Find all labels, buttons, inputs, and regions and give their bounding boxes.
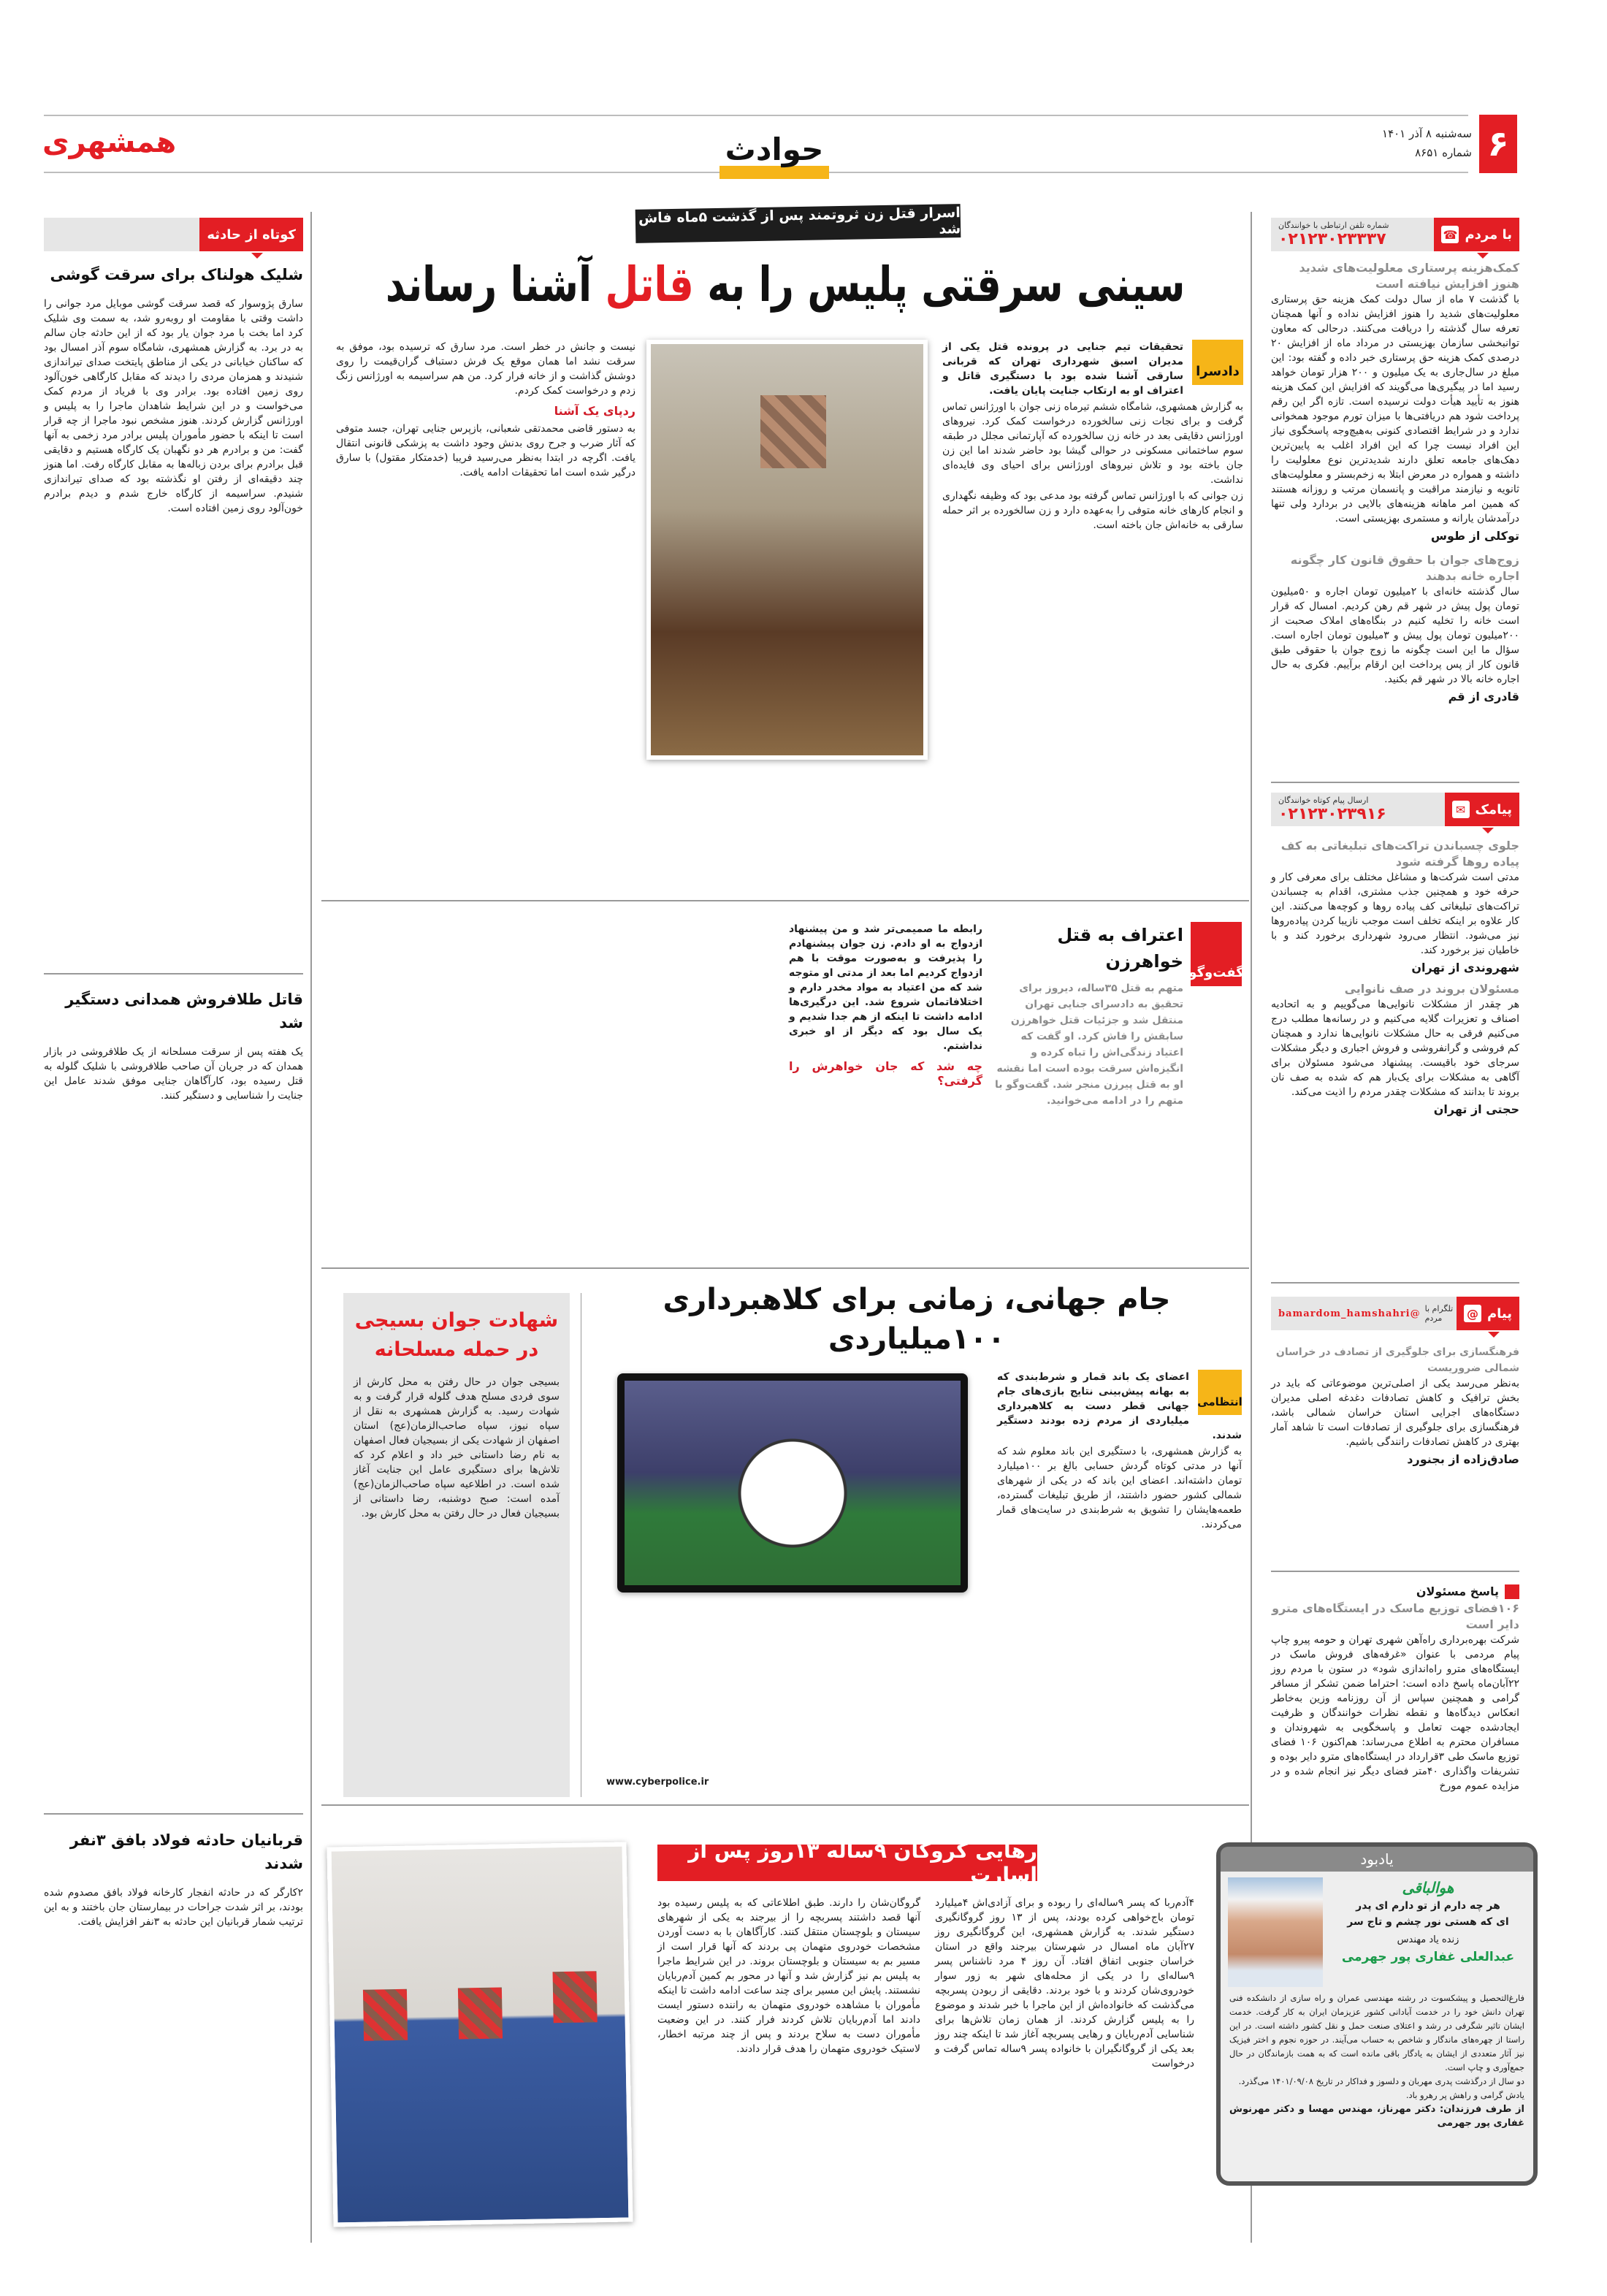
football-photo (617, 1373, 968, 1593)
hostage-body-col1: ۴آدم‌ربا که پسر ۹ساله‌ای را ربوده و برای آزادی‌اش ۴میلیارد تومان باج‌خواهی کرده بودند، پس از ۱۳ روز گروگانگیری دستگیر شدند. به گزارش همشهری، این گروگانگیری روز ۲۷آبان ماه امسال در شهرستان بیرجند واقع در استان خراسان جنوبی اتفاق افتاد. آن روز ۴ مرد ناشناس پسر ۹ساله‌ای را در یکی از محله‌های شهر به زور سوار خودروی‌شان کردند و با خود بردند. دقایقی از ربودن پسربچه می‌گذشت که خانواده‌اش از این ماجرا با خبر شدند و موضوع را به پلیس گزارش کردند. از همان زمان تلاش‌ها برای شناسایی آدم‌ربایان و رهایی پسربچه آغاز شد تا اینکه چند روز بعد یکی از گروگانگیران با خانواده پسر ۹ساله تماس گرفت و درخواست (935, 1897, 1194, 2070)
left-item-1 (44, 263, 303, 516)
people-item-body: سال گذشته خانه‌ای با ۲میلیون تومان اجاره و ۵۰میلیون تومان پول پیش در شهر قم رهن کردیم. امسال که قرار است خانه را تخلیه کنیم در بنگاه‌های املاک صحبت از ۲۰۰میلیون تومان پول پیش و ۳میلیون تومان اجاره است. سؤال ما این است چگونه ما زوج جوان با حقوقی طبق قانون کار از پس پرداخت این ارقام برآییم. فکری به حال اجاره خانه بالا در شهر قم بکنید. (1271, 586, 1519, 685)
response-item (1271, 1582, 1519, 1793)
sms-header: پیامک ✉ ارسال پیام کوتاه خوانندگان ۰۲۱۲۳۰۲۳۹۱۶ (1271, 793, 1519, 826)
memorial-photo (1228, 1877, 1323, 1987)
left-item-2 (44, 988, 303, 1103)
people-item-title: زوج‌های جوان با حقوق قانون کار چگونه اجاره خانه بدهند (1290, 553, 1519, 583)
memorial-title: یادبود (1221, 1847, 1533, 1872)
memorial-invocation: هوالباقی (1402, 1879, 1454, 1896)
blurred-face (458, 1987, 503, 2039)
sms-label: پیامک ✉ (1445, 793, 1519, 826)
people-item-body: با گذشت ۷ ماه از سال دولت کمک هزینه حق پرستاری معلولیت‌های شدید را هنوز افزایش نداده و آنها همچنان تعرفه سال گذشته را دریافت می‌کنند. درحالی که معاون توانبخشی سازمان بهزیستی در مرداد ماه از افزایش ۲۰ درصدی کمک هزینه حق پرستاری خبر داده و گفته بود: این مبلغ در سال‌جاری به یک میلیون و ۲۰۰ هزار تومان خواهد رسید اما در پیگیری‌ها می‌گویند که افزایش این کمک هزینه هنوز به تأیید هیأت دولت نرسیده است. تازه اگر این رقم پرداخت شود هم دریافتی‌ها با میزان تورم موجود همخوانی ندارد و در شرایط اقتصادی کنونی به‌هیچ‌وجه پاسخگوی نیاز این افراد نیست چرا که این افراد اغلب به پایین‌ترین دهک‌های جامعه تعلق دارند شدیدترین نوع معلولیت را داشته و همواره در معرض ابتلا به زخم‌بستر و معلولیت‌های ثانویه و نیازمند مراقبت و پانسمان مرتب و روزانه هستند که همین امر ماهانه هزینه‌های بالایی در بردارد ولی تنها درآمدشان یارانه و مستمری بهزیستی است. (1271, 294, 1519, 525)
memorial-verse: هر چه دارم از تو دارم ای پدر (1356, 1900, 1500, 1912)
main-lead: تحقیقات تیم جنایی در پرونده قتل یکی از مدیران اسبق شهرداری تهران که قربانی سارقی آشنا شده بود با دستگیری قاتل و اعتراف او به ارتکاب جنایت پایان یافت. (942, 341, 1183, 397)
sms-item-signature: شهروندی از تهران (1411, 961, 1519, 975)
divider (1271, 1282, 1519, 1284)
people-header: با مردم ☎ شماره تلفن ارتباطی با خوانندگان ۰۲۱۲۳۰۲۳۳۳۷ (1271, 218, 1519, 251)
short-news-label: کوتاه از حادثه (199, 218, 303, 251)
main-photo (646, 340, 928, 760)
left-headline-1: شلیک هولناک برای سرقت گوشی (50, 266, 303, 283)
hostage-body-col2: گروگان‌شان را دارند. طبق اطلاعاتی که به پلیس رسیده بود آنها قصد داشتند پسربچه را از بیرجند به یکی از شهرهای سیستان و بلوچستان منتقل کنند. کارآگاهان با به دست آوردن مشخصات خودروی متهمان پی بردند که آنها قرار است از مسیر بم به سیستان و بلوچستان بروند. در این شرایط ماجرا به پلیس بم نیز گزارش شد و آنها در محور بم کمین آدم‌ربایان نشستند. پایش این مسیر برای چند ساعت ادامه داشت تا اینکه مأموران با مشاهده خودروی متهمان به راننده دستور ایست دادند اما آدم‌ربایان تلاش کردند فرار کنند. در این وضعیت مأموران دست به سلاح بردند و پس از چند مرتبه اخطار، لاستیک خودروی متهمان را هدف قرار دادند. (657, 1897, 920, 2055)
left-body-2: یک هفته پس از سرقت مسلحانه از یک طلافروشی در بازار همدان که در جریان آن صاحب طلافروشی با شلیک گلوله به قتل رسیده بود، کارآگاهان جنایی موفق شدند عامل این جنایت را شناسایی و دستگیر کنند. (44, 1046, 303, 1102)
at-icon: @ (1464, 1305, 1481, 1322)
message-header: پیام @ تلگرام با مردم @bamardom_hamshahri (1271, 1297, 1519, 1330)
people-item-title: کمک‌هزینه پرستاری معلولیت‌های شدید هنوز افزایش نیافته است (1299, 261, 1519, 291)
memorial-box (1216, 1842, 1538, 2186)
sms-item-title: مسئولان بروند در صف نانوایی (1344, 982, 1519, 996)
people-label: با مردم ☎ (1434, 218, 1519, 251)
memorial-prefix: زنده یاد مهندس (1397, 1934, 1459, 1945)
sms-items (1271, 838, 1519, 1118)
blurred-face (760, 395, 826, 468)
left-column-divider (310, 212, 312, 2243)
interview-headline: اعتراف به قتل خواهرزن (1057, 925, 1183, 972)
message-item (1271, 1344, 1519, 1468)
main-body-col1: دادسرا تحقیقات تیم جنایی در پرونده قتل یکی از مدیران اسبق شهرداری تهران که قربانی سارقی آشنا شده بود با دستگیری قاتل و اعتراف او به ارتکاب جنایت پایان یافت. به گزارش همشهری، شامگاه ششم تیرماه زنی جوان با اورژانس تماس گرفت و برای نجات زنی سالخورده درخواست کمک کرد. نیروهای اورژانس دقایقی بعد در خانه زن سالخورده که آپارتمانی مجلل در طبقه سوم ساختمانی مسکونی در حوالی گیشا بود حاضر شدند اما این زن جان باخته بود و تلاش نیروهای اورژانس برای احیای وی فایده‌ای نداشت. زن جوانی که با اورژانس تماس گرفته بود مدعی بود که وظیفه نگهداری و انجام کارهای خانه متوفی را به‌عهده دارد و زن سالخورده بر اثر حمله سارقی به خانه‌اش جان باخته است. (942, 341, 1243, 531)
interview-question: چه شد که جان خواهرش را گرفتی؟ (789, 1059, 982, 1088)
memorial-anniversary: دو سال از درگذشت پدری مهربان و دلسوز و فداکار در تاریخ ۱۴۰۱/۰۹/۰۸ می‌گذرد. (1238, 2076, 1524, 2086)
message-title: فرهنگسازی برای جلوگیری از تصادف در خراسان شمالی ضروریست (1275, 1346, 1519, 1374)
divider (1271, 782, 1519, 783)
response-title: ۱۰۶فضای توزیع ماسک در ایستگاه‌های مترو دایر است (1272, 1601, 1519, 1631)
divider (321, 1267, 1249, 1269)
sms-item-signature: حجتی از تهران (1433, 1102, 1519, 1116)
tag-interview: گفت‌وگو (1191, 922, 1242, 986)
people-items (1271, 260, 1519, 706)
martyr-box (343, 1293, 570, 1797)
top-rule (44, 115, 1468, 116)
memorial-name: عبدالعلی غفاری پور جهرمی (1341, 1950, 1515, 1964)
divider (1271, 1571, 1519, 1572)
hostage-headline: رهایی گروگان ۹ساله ۱۳روز پس از اسارت (657, 1845, 1037, 1881)
left-item-3 (44, 1828, 303, 1929)
football-lead: اعضای یک باند قمار و شرط‌بندی که به بهانه پیش‌بینی نتایج بازی‌های جام جهانی قطر دست به کلاهبرداری میلیاردی از مردم زده بودند دستگیر شدند. (997, 1371, 1242, 1441)
subhead-trace: ردپای یک آشنا (554, 404, 635, 418)
telegram-handle[interactable]: @bamardom_hamshahri (1278, 1308, 1421, 1319)
hostage-photo (327, 1842, 633, 2227)
memorial-body: فارغ‌التحصیل و پیشکسوت در رشته مهندسی عمران و راه سازی از دانشکده فنی تهران دانش خود را در خدمت آبادانی کشور عزیزمان ایران به کار گرفت. خدمت ایشان تاثیر شگرفی در رشد و اعتلای صنعت حمل و نقل کشور داشته است. در این راستا از چهره‌های ماندگار و شاخص به حساب می‌آیند. در حوزه نجوم و اختر فیزیک نیز آثار متعددی از ایشان به یادگار باقی مانده است که به همت بازماندگان در حال جمع‌آوری و چاپ است. (1229, 1993, 1524, 2072)
memorial-from: از طرف فرزندان: دکتر مهرناز، مهندس مهسا و دکتر مهرنوش غفاری پور جهرمی (1229, 2104, 1524, 2129)
memorial-verse: ای که هستی نور چشم و تاج سر (1347, 1916, 1509, 1928)
left-body-3: ۲کارگر که در حادثه انفجار کارخانه فولاد بافق مصدوم شده بودند، بر اثر شدت جراحات در بیمارستان جان باختند و به این ترتیب شمار قربانیان این حادثه به ۳نفر افزایش یافت. (44, 1887, 303, 1928)
interview-lead: متهم به قتل ۳۵ساله، دیروز برای تحقیق به دادسرای جنایی تهران منتقل شد و جزئیات قتل خواهرزن سابقش را فاش کرد. او گفت که اعتیاد زندگی‌اش را تباه کرده و انگیزه‌اش سرقت بوده است اما نقشه او به قتل پیرزن منجر شد. گفت‌وگو با متهم را در ادامه می‌خوانید. (995, 983, 1183, 1107)
left-headline-2: قاتل طلافروش همدانی دستگیر شد (65, 991, 303, 1031)
page-number: ۶ (1479, 115, 1517, 173)
issue-number: شماره ۸۶۵۱ (1415, 146, 1472, 159)
main-body-col3: نیست و جانش در خطر است. مرد سارق که ترسیده بود، موفق به سرقت نشد اما همان موقع یک فرش دستباف گران‌قیمت را روی دوشش گذاشت و از خانه فرار کرد. من هم سراسیمه به اورژانس زنگ زدم و درخواست کمک کردم. ردپای یک آشنا به دستور قاضی محمدتقی شعبانی، بازپرس جنایی تهران، جسد متوفی که آثار ضرب و جرح روی بدنش وجود داشت به پزشکی قانونی انتقال یافت. اگرچه در ابتدا به‌نظر می‌رسید فریبا (خدمتکار مقتول) با سارق درگیر شده است اما تحقیقات ادامه یافت. (336, 341, 635, 478)
football-body: به گزارش همشهری، با دستگیری این باند معلوم شد که آنها در مدتی کوتاه گردش حسابی بالغ بر ۱۰۰میلیارد تومان داشته‌اند. اعضای این باند که در یکی از شهرهای شمالی کشور حضور داشتند، از طریق تبلیغات گسترده، طعمه‌هایشان را تشویق به شرط‌بندی در سایت‌های قمار می‌کردند. (997, 1446, 1242, 1530)
sms-phone[interactable]: ۰۲۱۲۳۰۲۳۹۱۶ (1278, 805, 1386, 823)
sms-item-title: جلوی چسباندن تراکت‌های تبلیغاتی به کف پیاده روها گرفته شود (1280, 839, 1519, 869)
sms-item-body: مدتی است شرکت‌ها و مشاغل مختلف برای معرفی کار و حرفه خود و همچنین جذب مشتری، اقدام به چسباندن تراکت‌های تبلیغاتی کف پیاده روها و کوچه‌ها می‌کنند. این کار علاوه بر اینکه تخلف است موجب نازیبا کردن پیاده‌روها نیز می‌شود. انتظار می‌رود شهرداری برخورد کند و با خاطیان نیز برخورد کند. (1271, 872, 1519, 956)
newspaper-logo[interactable]: همشهری (42, 126, 177, 159)
football-text (997, 1370, 1242, 1533)
message-label: پیام @ (1457, 1297, 1519, 1330)
left-body-1: سارق پژوسوار که قصد سرقت گوشی موبایل مرد جوانی را داشت وقتی با مقاومت او روبه‌رو شد، به سمت وی شلیک کرد اما بخت با مرد جوان یار بود که از این حادثه جان سالم به در برد. به گزارش همشهری، شامگاه سوم آذر امسال بود که ساکنان خیابانی در یکی از مناطق پایتخت صدای تیراندازی شنیدند و همزمان مردی را دیدند که مقابل کارگاهی خون‌آلود روی زمین افتاده بود. برادر وی با فریاد از مردم کمک می‌خواست و در این شرایط شاهدان ماجرا را به پلیس و اورژانس گزارش کردند. هنوز مشخص نبود ماجرا از چه قرار است تا اینکه با حضور مأموران پلیس برادر مرد زخمی به آنها گفت: من و برادرم هر دو نگهبان یک کارگاه هستیم و دقایقی قبل برادرم برای بردن زباله‌ها به مقابل کارگاه رفت. اما هنوز چند دقیقه‌ای از رفتن او نگذشته بود که صدای تیراندازی شنیدم. سراسیمه از کارگاه خارج شدم و دیدم برادرم خون‌آلود روی زمین افتاده است. (44, 298, 303, 514)
blurred-face (363, 1989, 408, 2041)
tag-police: انتظامی (1198, 1370, 1242, 1415)
martyr-body: بسیجی جوان در حال رفتن به محل کارش از سوی فردی مسلح هدف گلوله قرار گرفت و به شهادت رسید. به گزارش همشهری به نقل از سپاه نیوز، سپاه صاحب‌الزمان(عج) استان اصفهان از شهادت یکی از بسیجیان فعال اصفهان به نام رضا داستانی خبر داد و اعلام کرد که تلاش‌ها برای دستگیری عامل این جنایت آغاز شده است. در اطلاعیه سپاه صاحب‌الزمان(عج) آمده است: صبح دوشنبه، رضا داستانی از بسیجیان فعال در حال رفتن به محل کارش بود. (354, 1376, 560, 1519)
football-headline: جام جهانی، زمانی برای کلاهبرداری ۱۰۰میلیاردی (663, 1283, 1171, 1356)
blurred-face (553, 1971, 598, 2023)
issue-date: سه‌شنبه ۸ آذر ۱۴۰۱ (1382, 127, 1472, 140)
memorial-top (1221, 1872, 1533, 1987)
interview-intro (993, 922, 1183, 1109)
divider (44, 973, 303, 975)
envelope-icon: ✉ (1452, 801, 1470, 818)
left-column-header (44, 218, 303, 251)
phone-icon: ☎ (1441, 226, 1459, 243)
tag-dadsara: دادسرا (1192, 340, 1243, 385)
interview-body: رابطه ما صمیمی‌تر شد و من پیشنهاد ازدواج به او دادم. زن جوان پیشنهادم را پذیرفت و به‌صورت موقت با هم ازدواج کردیم اما بعد از مدتی او متوجه شد که من اعتیاد به مواد مخدر دارم و اختلافاتمان شروع شد. این درگیری‌ها ادامه داشت تا اینکه از هم جدا شدیم و یک سال بود که دیگر از او خبری نداشتم. چه شد که جان خواهرش را گرفتی؟ (789, 923, 982, 1088)
martyr-headline: شهادت جوان بسیجی در حمله مسلحانه (354, 1309, 559, 1361)
message-signature: صادق‌زاده از بجنورد (1407, 1452, 1519, 1466)
main-kicker: اسرار قتل زن ثروتمند پس از گذشت ۵ماه فاش شد (635, 204, 961, 243)
people-phone[interactable]: ۰۲۱۲۳۰۲۳۳۳۷ (1278, 230, 1386, 248)
left-headline-3: قربانیان حادثه فولاد بافق ۳نفر شدند (69, 1831, 303, 1872)
section-title: حوادث (719, 131, 829, 167)
people-item-signature: توکلی از طوس (1430, 529, 1519, 543)
divider (321, 900, 1249, 901)
response-label: پاسخ مسئولان (1416, 1584, 1499, 1598)
message-body: به‌نظر می‌رسد یکی از اصلی‌ترین موضوعاتی که باید در بخش ترافیک و کاهش تصادفات دغدغه اصلی مدیران دستگاه‌های اجرایی استان خراسان شمالی باشد، فرهنگسازی برای جلوگیری از تصادفات است تا شاهد آمار بهتری در کاهش تصادفات رانندگی باشیم. (1271, 1378, 1519, 1448)
memorial-wish: یادش گرامی و راهش پر رهرو باد. (1405, 2090, 1524, 2100)
divider (321, 1804, 1249, 1806)
people-item-signature: قادری از قم (1448, 690, 1519, 703)
cyberpolice-link[interactable]: www.cyberpolice.ir (606, 1777, 709, 1788)
red-square-icon (1505, 1584, 1519, 1599)
date-block (1373, 124, 1472, 162)
main-headline: سینی سرقتی پلیس را به قاتل آشنا رساند (385, 256, 1186, 313)
sms-item-body: هر چقدر از مشکلات نانوایی‌ها می‌گوییم و به اتحادیه اصناف و تعزیرات گلایه می‌کنیم و در رسانه‌ها مطلب درج می‌کنیم فرقی به حال مشکلات نانوایی‌ها ندارد و همچنان کم فروشی و گرانفروشی و فروش اجباری و دیگر مشکلات سرجای خود باقیست. پیشنهاد می‌شود مسئولان برای آگاهی به مشکلات برای یک‌بار هم که شده به صف نان بروند تا بدانند که مشکلات چقدر مردم را اذیت می‌کند. (1271, 999, 1519, 1098)
response-body: شرکت بهره‌برداری راه‌آهن شهری تهران و حومه پیرو چاپ پیام مردمی با عنوان «غرفه‌های فروش ماسک در ایستگاه‌های مترو راه‌اندازی شود» در ستون با مردم روز ۲۲آبان‌ماه پاسخ داده است: احتراما ضمن تشکر از مسافر گرامی و همچنین سپاس از آن روزنامه وزین به‌خاطر انعکاس دیدگاه‌ها و نقطه نظرات خوانندگان و ظرفیت ایجادشده جهت تعامل و پاسخگویی به شهروندان و مسافران محترم به اطلاع می‌رساند: هم‌اکنون ۱۰۶ فضای توزیع ماسک طی ۳قرارداد در ایستگاه‌های مترو دایر بوده و تشریفات واگذاری ۴۰متر فضای دیگر نیز انجام شده و در مزایده عموم مورخ (1271, 1634, 1520, 1792)
divider (44, 1813, 303, 1815)
